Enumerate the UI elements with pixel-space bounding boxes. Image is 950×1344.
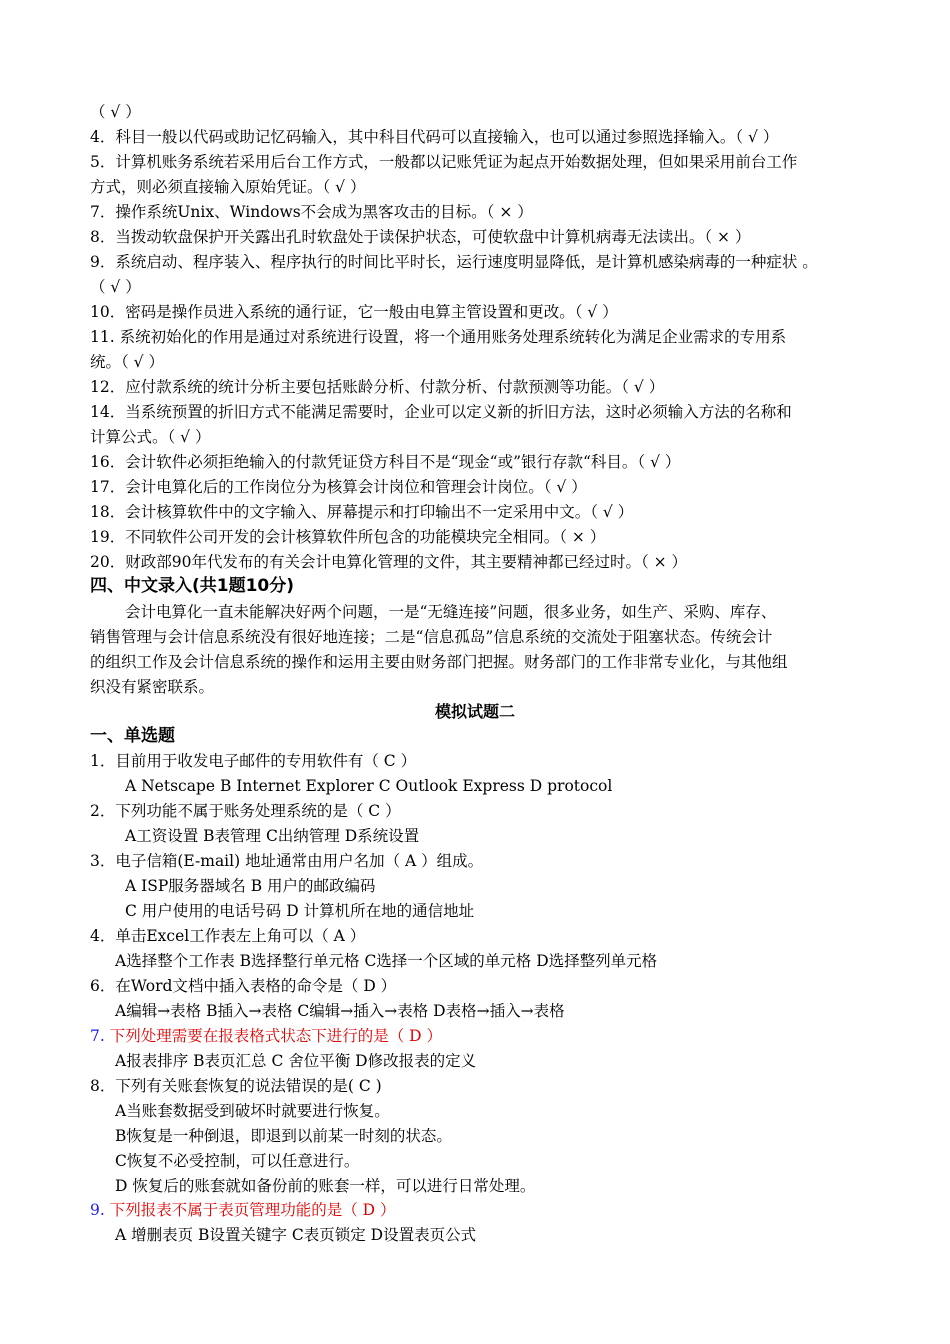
section-4-heading: 四、中文录入(共1题10分) bbox=[90, 576, 295, 596]
mc-question-8: 8．下列有关账套恢复的说法错误的是( C ) bbox=[90, 1077, 382, 1095]
question-8: 8．当拨动软盘保护开关露出孔时软盘处于读保护状态，可使软盘中计算机病毒无法读出。（ × ） bbox=[90, 228, 751, 246]
passage-line2: 销售管理与会计信息系统没有很好地连接；二是“信息孤岛”信息系统的交流处于阻塞状态。传统会计 bbox=[90, 628, 773, 646]
mc-question-8-option-b: B恢复是一种倒退，即退到以前某一时刻的状态。 bbox=[115, 1127, 452, 1145]
mc-question-1: 1．目前用于收发电子邮件的专用软件有（ C ） bbox=[90, 752, 417, 770]
mc-question-3-options-1: A ISP服务器域名 B 用户的邮政编码 bbox=[125, 877, 376, 895]
question-20: 20．财政部90年代发布的有关会计电算化管理的文件，其主要精神都已经过时。（ × ） bbox=[90, 553, 688, 571]
answer-line: （ √ ） bbox=[90, 103, 141, 121]
passage-line4: 织没有紧密联系。 bbox=[90, 678, 215, 696]
mc-question-9-text: 下列报表不属于表页管理功能的是（ D ） bbox=[104, 1201, 396, 1219]
mc-question-6-options: A编辑→表格 B插入→表格 C编辑→插入→表格 D表格→插入→表格 bbox=[115, 1002, 565, 1020]
mc-question-9-options: A 增删表页 B设置关键字 C表页锁定 D设置表页公式 bbox=[115, 1226, 477, 1244]
mc-question-9 bbox=[90, 1200, 396, 1220]
mc-question-9-number: 9. bbox=[90, 1201, 105, 1219]
question-17: 17．会计电算化后的工作岗位分为核算会计岗位和管理会计岗位。（ √ ） bbox=[90, 478, 587, 496]
question-12: 12．应付款系统的统计分析主要包括账龄分析、付款分析、付款预测等功能。（ √ ） bbox=[90, 378, 665, 396]
question-14-line2: 计算公式。（ √ ） bbox=[90, 428, 211, 446]
question-10: 10．密码是操作员进入系统的通行证，它一般由电算主管设置和更改。（ √ ） bbox=[90, 303, 618, 321]
mc-question-4: 4．单击Excel工作表左上角可以（ A ） bbox=[90, 927, 366, 945]
passage-line3: 的组织工作及会计信息系统的操作和运用主要由财务部门把握。财务部门的工作非常专业化，与其他组 bbox=[90, 653, 788, 671]
mc-question-7-number: 7. bbox=[90, 1027, 105, 1045]
exam-2-title: 模拟试题二 bbox=[434, 702, 515, 721]
passage-line1: 会计电算化一直未能解决好两个问题，一是“无缝连接”问题，很多业务，如生产、采购、库存、 bbox=[125, 603, 777, 621]
question-19: 19．不同软件公司开发的会计核算软件所包含的功能模块完全相同。（ × ） bbox=[90, 528, 606, 546]
single-choice-heading: 一、单选题 bbox=[90, 726, 175, 746]
mc-question-7 bbox=[90, 1026, 442, 1046]
question-9-line1: 9．系统启动、程序装入、程序执行的时间比平时长，运行速度明显降低，是计算机感染病毒的一种症状 。 bbox=[90, 253, 818, 271]
question-11-line2: 统。（ √ ） bbox=[90, 353, 164, 371]
mc-question-2: 2．下列功能不属于账务处理系统的是（ C ） bbox=[90, 802, 401, 820]
mc-question-7-text: 下列处理需要在报表格式状态下进行的是（ D ） bbox=[104, 1027, 443, 1045]
mc-question-6: 6．在Word文档中插入表格的命令是（ D ） bbox=[90, 977, 397, 995]
question-14-line1: 14．当系统预置的折旧方式不能满足需要时，企业可以定义新的折旧方法，这时必须输入方法的名称和 bbox=[90, 403, 792, 421]
question-11-line1: 11. 系统初始化的作用是通过对系统进行设置，将一个通用账务处理系统转化为满足企业需求的专用系 bbox=[90, 328, 787, 346]
question-5-line2: 方式，则必须直接输入原始凭证。（ √ ） bbox=[90, 178, 366, 196]
mc-question-8-option-c: C恢复不必受控制，可以任意进行。 bbox=[115, 1152, 360, 1170]
mc-question-2-options: A工资设置 B表管理 C出纳管理 D系统设置 bbox=[125, 827, 420, 845]
mc-question-8-option-a: A当账套数据受到破坏时就要进行恢复。 bbox=[115, 1102, 390, 1120]
question-5-line1: 5．计算机账务系统若采用后台工作方式，一般都以记账凭证为起点开始数据处理，但如果采用前台工作 bbox=[90, 153, 798, 171]
question-4: 4．科目一般以代码或助记忆码输入，其中科目代码可以直接输入，也可以通过参照选择输入。（ √ ） bbox=[90, 128, 779, 146]
mc-question-3-options-2: C 用户使用的电话号码 D 计算机所在地的通信地址 bbox=[125, 902, 475, 920]
question-18: 18．会计核算软件中的文字输入、屏幕提示和打印输出不一定采用中文。（ √ ） bbox=[90, 503, 634, 521]
question-7: 7．操作系统Unix、Windows不会成为黑客攻击的目标。（ × ） bbox=[90, 203, 533, 221]
question-9-line2: （ √ ） bbox=[90, 278, 141, 296]
mc-question-8-option-d: D 恢复后的账套就如备份前的账套一样，可以进行日常处理。 bbox=[115, 1177, 536, 1195]
question-16: 16．会计软件必须拒绝输入的付款凭证贷方科目不是“现金“或”银行存款“科目。（ √ ） bbox=[90, 453, 681, 471]
mc-question-4-options: A选择整个工作表 B选择整行单元格 C选择一个区域的单元格 D选择整列单元格 bbox=[115, 952, 658, 970]
mc-question-7-options: A报表排序 B表页汇总 C 舍位平衡 D修改报表的定义 bbox=[115, 1052, 477, 1070]
mc-question-1-options: A Netscape B Internet Explorer C Outlook Express D protocol bbox=[125, 777, 613, 795]
mc-question-3: 3．电子信箱(E-mail) 地址通常由用户名加（ A ）组成。 bbox=[90, 852, 484, 870]
